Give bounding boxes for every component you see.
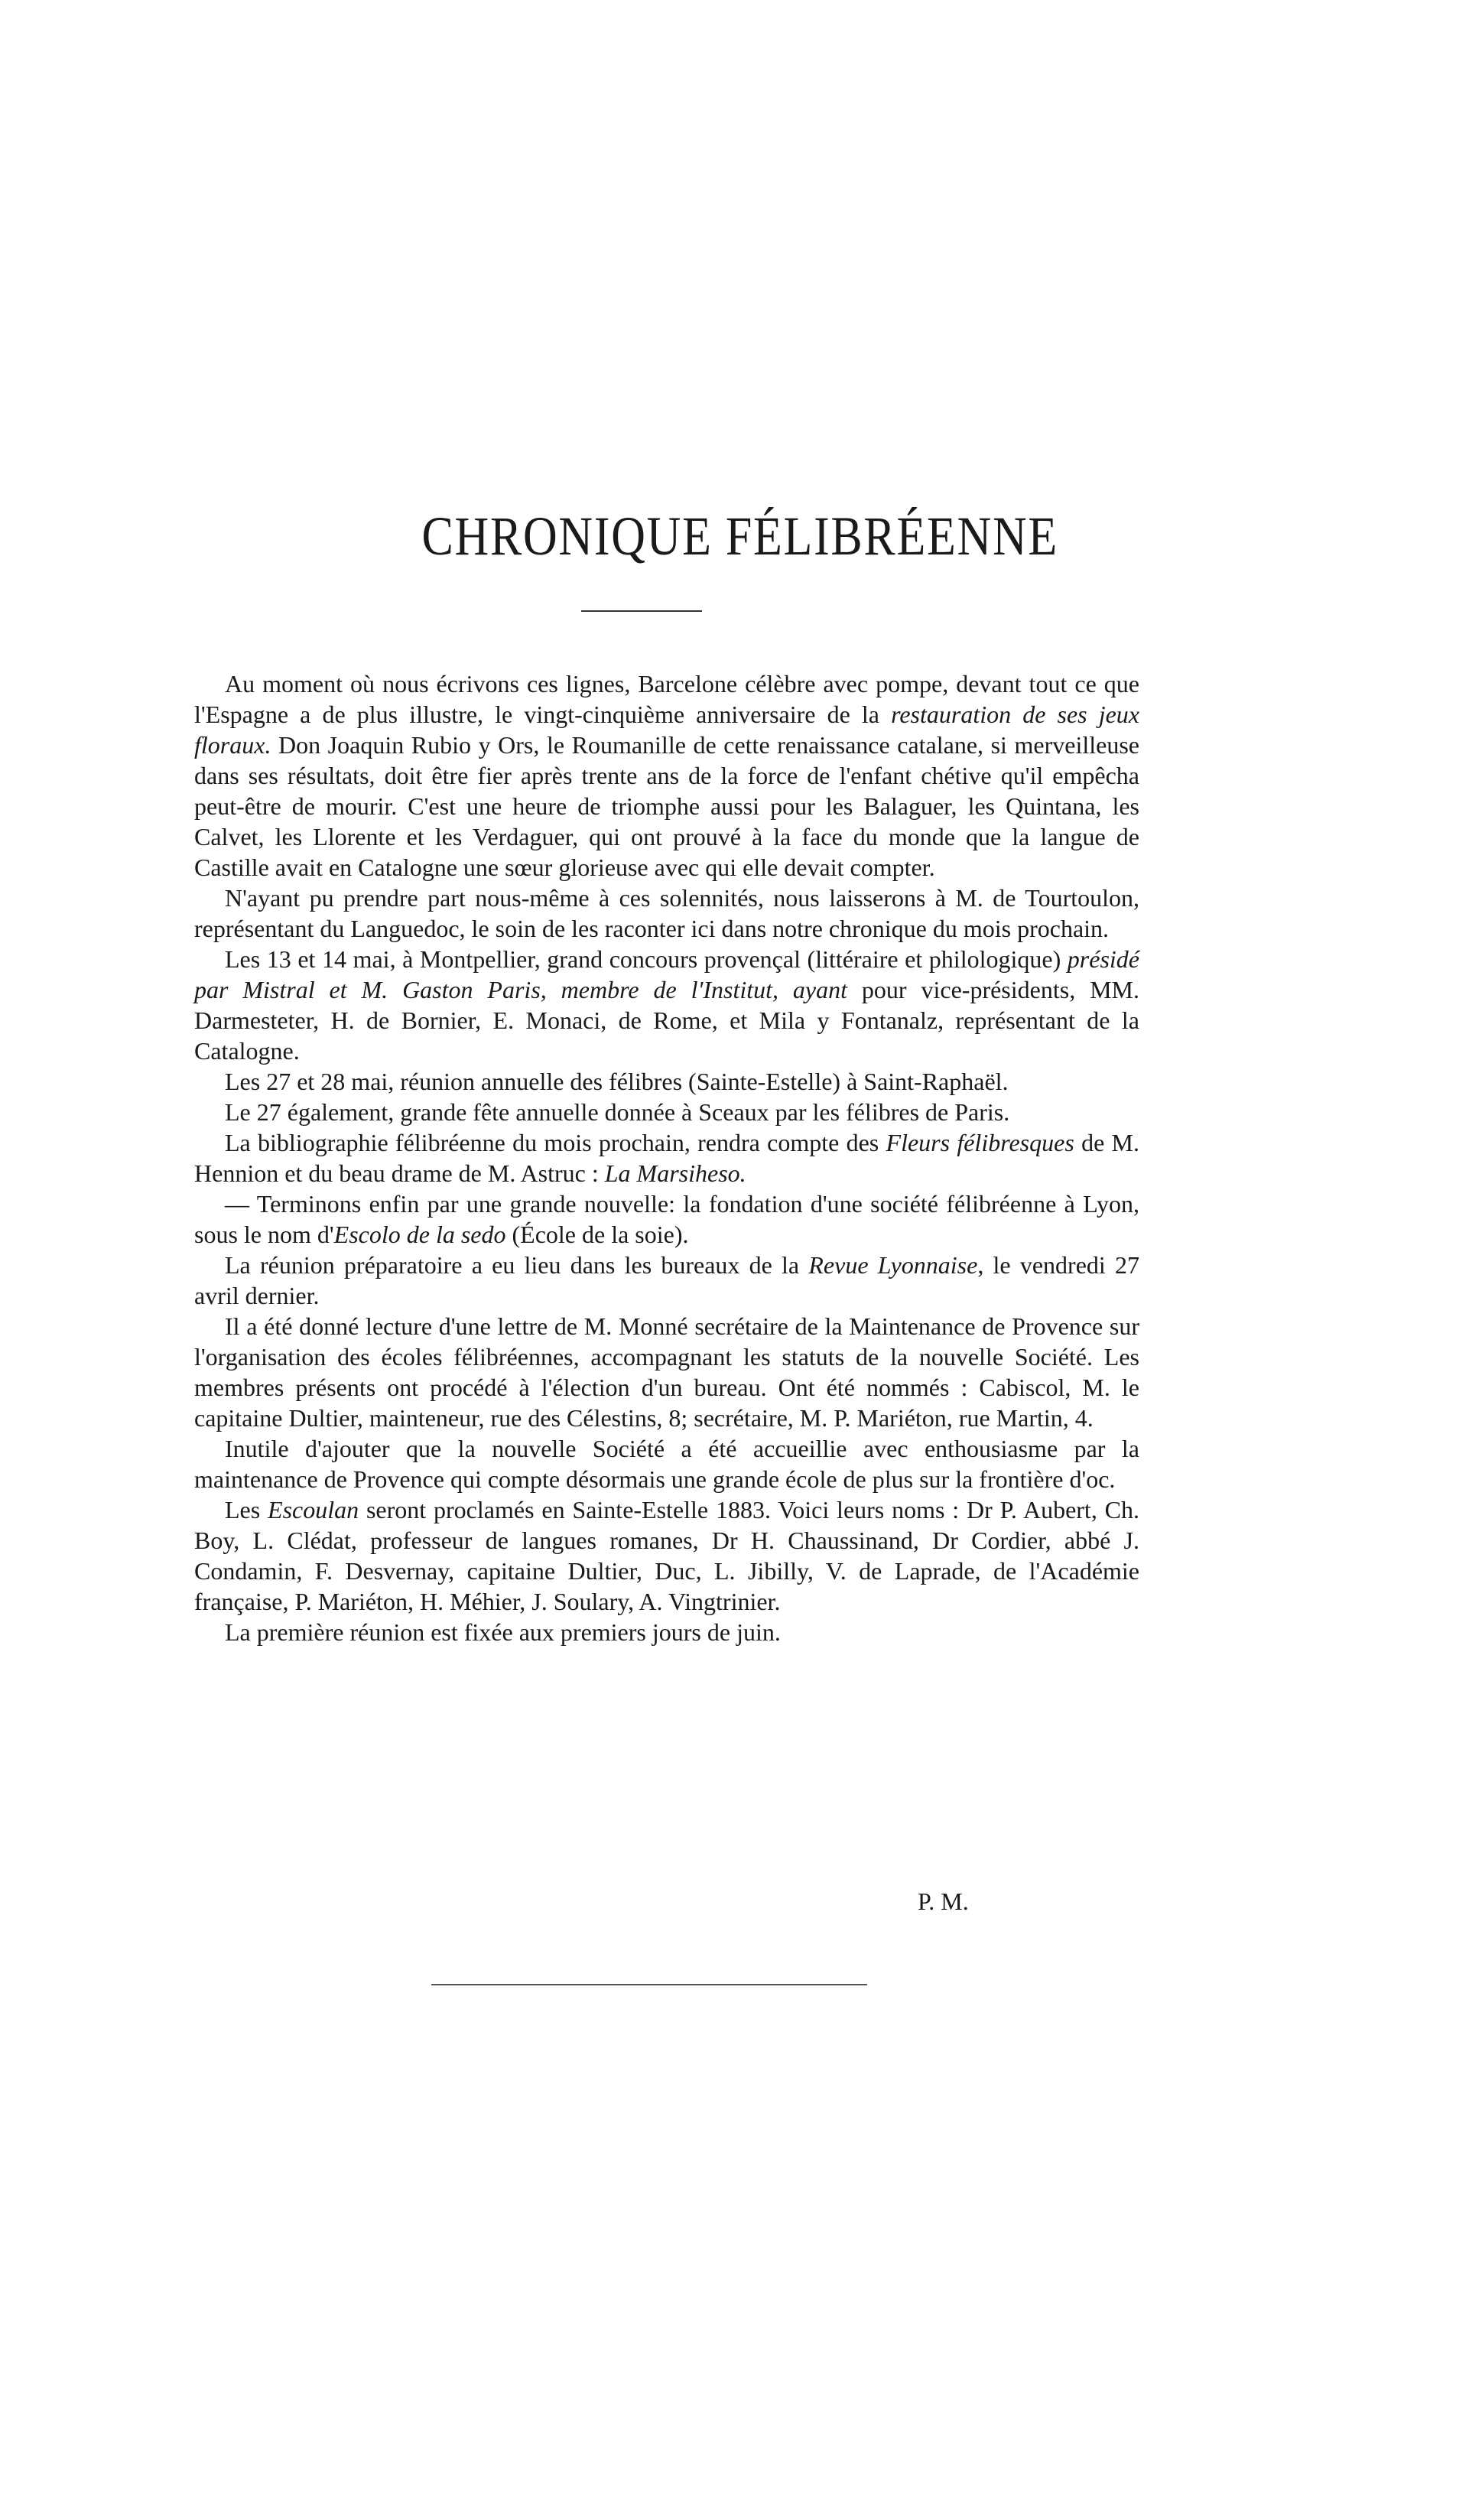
text-segment: Au moment où nous écrivons ces lignes, Barcelone célèbre avec pompe, devant tout ce que l'Espagne a de plus illustre, le vingt-cinquième anniversaire de la bbox=[194, 670, 1139, 728]
paragraph-p11 bbox=[194, 1494, 1139, 1617]
text-segment: Les bbox=[225, 1496, 268, 1523]
italic-text: Escolo de la sedo bbox=[333, 1221, 506, 1248]
text-segment: — Terminons enfin par une grande nouvelle: la fondation d'une société félibréenne à Lyon, sous le nom d' bbox=[194, 1190, 1139, 1248]
text-segment: N'ayant pu prendre part nous-même à ces solennités, nous laisserons à M. de Tourtoulon, représentant du Languedoc, le soin de les raconter ici dans notre chronique du mois prochain. bbox=[194, 884, 1139, 942]
article-body bbox=[194, 668, 1139, 1647]
paragraph-p9 bbox=[194, 1311, 1139, 1433]
text-segment: Inutile d'ajouter que la nouvelle Société a été accueillie avec enthousiasme par la maintenance de Provence qui compte désormais une grande école de plus sur la frontière d'oc. bbox=[194, 1435, 1139, 1493]
page-title: CHRONIQUE FÉLIBRÉENNE bbox=[421, 506, 1058, 567]
paragraph-p3 bbox=[194, 944, 1139, 1066]
text-segment: (École de la soie). bbox=[505, 1221, 689, 1248]
text-segment: , le vendredi 27 avril dernier. bbox=[194, 1251, 1140, 1309]
text-segment: de M. Hennion et du beau drame de M. Astruc : bbox=[194, 1129, 1140, 1187]
signature: P. M. bbox=[918, 1888, 969, 1915]
paragraph-p10 bbox=[194, 1433, 1139, 1494]
text-segment: Il a été donné lecture d'une lettre de M. Monné secrétaire de la Maintenance de Provence sur l'organisation des écoles félibréennes, accompagnant les statuts de la nouvelle Société. Les membres présents ont procédé à l'élection d'un bureau. Ont été nommés : Cabiscol, M. le capitaine Dultier, mainteneur, rue des Célestins, 8; secrétaire, M. P. Mariéton, rue Martin, 4. bbox=[194, 1312, 1139, 1432]
italic-text: Revue Lyonnaise bbox=[808, 1251, 978, 1279]
italic-text: présidé par Mistral et M. Gaston Paris, membre de l'Institut, ayant bbox=[194, 945, 1139, 1003]
paragraph-p7 bbox=[194, 1188, 1139, 1250]
text-segment: pour vice-présidents, MM. Darmesteter, H. de Bornier, E. Monaci, de Rome, et Mila y Fontanalz, représentant de la Catalogne. bbox=[194, 976, 1140, 1065]
text-segment: La réunion préparatoire a eu lieu dans les bureaux de la bbox=[225, 1251, 809, 1279]
paragraph-p8 bbox=[194, 1250, 1139, 1311]
text-segment: Les 27 et 28 mai, réunion annuelle des félibres (Sainte-Estelle) à Saint-Raphaël. bbox=[225, 1068, 1009, 1095]
paragraph-p2 bbox=[194, 883, 1139, 944]
text-segment: Don Joaquin Rubio y Ors, le Roumanille de cette renaissance catalane, si merveilleuse dans ses résultats, doit être fier après trente ans de la force de l'enfant chétive qu'il empêcha peut-être de mourir. C'est une heure de triomphe aussi pour les Balaguer, les Quintana, les Calvet, les Llorente et les Verdaguer, qui ont prouvé à la face du monde que la langue de Castille avait en Catalogne une sœur glorieuse avec qui elle devait compter. bbox=[194, 731, 1139, 881]
paragraph-p4 bbox=[194, 1066, 1139, 1097]
paragraph-p1 bbox=[194, 668, 1139, 883]
text-segment: La première réunion est fixée aux premiers jours de juin. bbox=[225, 1618, 781, 1646]
italic-text: restauration de ses jeux floraux. bbox=[194, 701, 1140, 759]
text-segment: Le 27 également, grande fête annuelle donnée à Sceaux par les félibres de Paris. bbox=[225, 1098, 1010, 1126]
italic-text: Fleurs félibresques bbox=[886, 1129, 1074, 1156]
paragraph-p6 bbox=[194, 1127, 1139, 1188]
text-segment: Les 13 et 14 mai, à Montpellier, grand concours provençal (littéraire et philologique) bbox=[225, 945, 1068, 973]
italic-text: Escoulan bbox=[268, 1496, 359, 1523]
paragraph-p5 bbox=[194, 1097, 1139, 1127]
title-divider bbox=[581, 610, 702, 612]
paragraph-p12 bbox=[194, 1617, 1139, 1647]
text-segment: La bibliographie félibréenne du mois prochain, rendra compte des bbox=[225, 1129, 886, 1156]
italic-text: La Marsiheso. bbox=[604, 1159, 746, 1187]
end-divider bbox=[431, 1984, 867, 1985]
text-segment: seront proclamés en Sainte-Estelle 1883. Voici leurs noms : Dr P. Aubert, Ch. Boy, L. Clédat, professeur de langues romanes, Dr H. Chaussinand, Dr Cordier, abbé J. Condamin, F. Desvernay, capitaine Dultier, Duc, L. Jibilly, V. de Laprade, de l'Académie française, P. Mariéton, H. Méhier, J. Soulary, A. Vingtrinier. bbox=[194, 1496, 1140, 1615]
